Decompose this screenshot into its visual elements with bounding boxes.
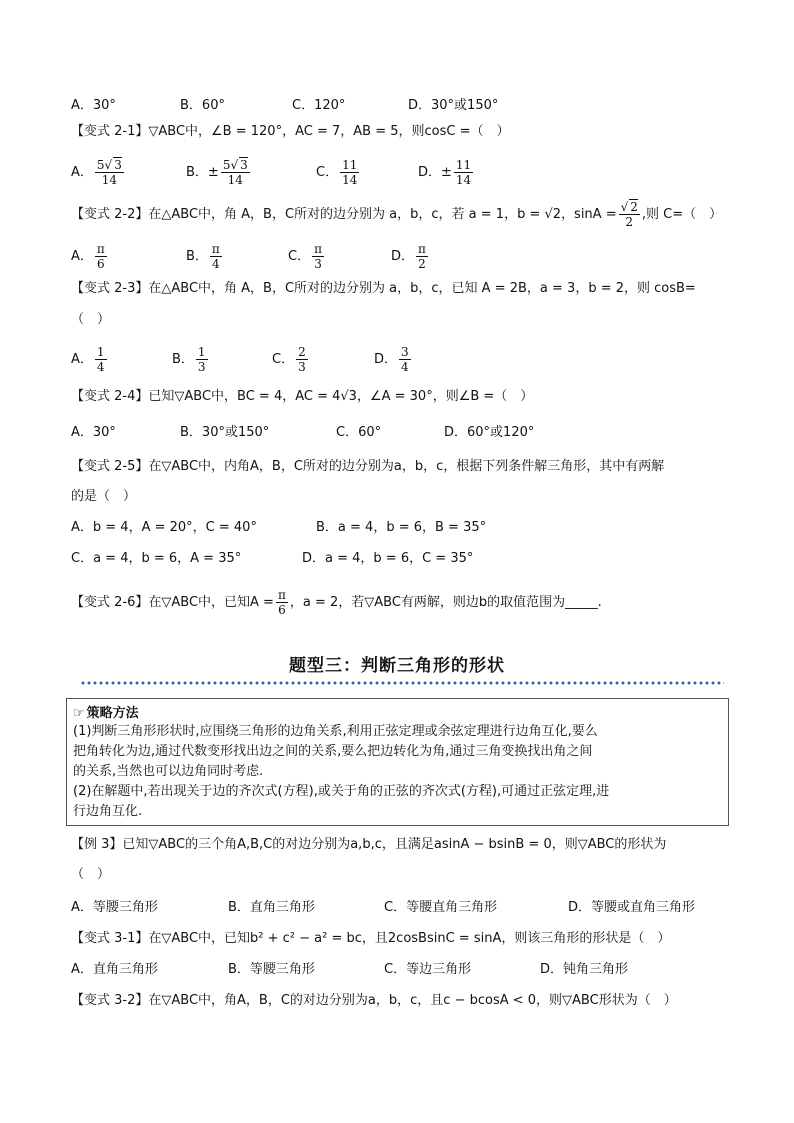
- option-c: C．等腰直角三角形: [384, 900, 498, 915]
- option-a: A．等腰三角形: [71, 900, 158, 915]
- question-text: 在▽ABC中，已知b² + c² − a² = bc，且2cosBsinC = sinA，则该三角形的形状是（ ）: [148, 931, 671, 946]
- strategy-line: 行边角互化.: [73, 804, 143, 819]
- option-d: D．30°或150°: [408, 98, 499, 113]
- option-a: A．b = 4，A = 20°，C = 40°: [71, 520, 257, 535]
- question-tag: 【例 3】: [71, 837, 123, 852]
- strategy-line: 的关系,当然也可以边角同时考虑.: [73, 764, 264, 779]
- dotted-divider: [80, 681, 724, 685]
- question-text-end: ，a = 2，若▽ABC有两解，则边b的取值范围为_____.: [289, 595, 602, 610]
- option-label: D．±: [418, 165, 452, 180]
- option-a: A．30°: [71, 98, 116, 113]
- option-label: C．: [316, 165, 339, 180]
- strategy-line: (2)在解题中,若出现关于边的齐次式(方程),或关于角的正弦的齐次式(方程),可通过正弦定理,进: [73, 784, 610, 799]
- fraction: $\frac{√ 2}{2}$: [620, 200, 638, 229]
- option-c: C． $\frac{2}{3}$: [272, 345, 306, 374]
- option-d: D． $\frac{\pi}{2}$: [391, 242, 426, 271]
- fraction: $\frac{5√ 3}{14}$: [222, 158, 248, 187]
- question-text: 在▽ABC中，内角A，B，C所对的边分别为a，b，c，根据下列条件解三角形，其中有两解: [148, 459, 665, 474]
- option-b: B． $\frac{1}{3}$: [172, 345, 206, 374]
- question-text: 在△ABC中，角 A，B，C所对的边分别为 a，b，c，若 a = 1，b = √2，sinA =: [148, 207, 617, 222]
- option-a: A．30°: [71, 425, 116, 440]
- question-continuation: （ ）: [71, 312, 111, 327]
- question-continuation: （ ）: [71, 867, 111, 882]
- question-2-3: [71, 279, 696, 299]
- question-text: 已知▽ABC的三个角A,B,C的对边分别为a,b,c，且满足asinA − bsinB = 0，则▽ABC的形状为: [122, 837, 667, 852]
- strategy-line: 把角转化为边,通过代数变形找出边之间的关系,要么把边转化为角,通过三角变换找出角之间: [73, 744, 593, 759]
- option-c: C． $\frac{\pi}{3}$: [288, 242, 322, 271]
- option-d: D．等腰或直角三角形: [568, 900, 696, 915]
- example-3: [71, 835, 666, 855]
- option-d: [418, 158, 475, 187]
- question-text: 已知▽ABC中，BC = 4，AC = 4√3，∠A = 30°，则∠B =（ ）: [148, 389, 534, 404]
- option-b: B．60°: [180, 98, 225, 113]
- question-text: ▽ABC中，∠B = 120°，AC = 7，AB = 5，则cosC =（ ）: [148, 124, 510, 139]
- question-2-6: [71, 588, 602, 617]
- question-2-4: [71, 387, 533, 407]
- option-a: A． $\frac{1}{4}$: [71, 345, 105, 374]
- strategy-line: (1)判断三角形形状时,应围绕三角形的边角关系,利用正弦定理或余弦定理进行边角互化,要么: [73, 724, 598, 739]
- strategy-heading-text: 策略方法: [86, 706, 139, 721]
- question-tag: 【变式 2-5】: [71, 459, 149, 474]
- option-b: B．a = 4，b = 6，B = 35°: [316, 520, 487, 535]
- question-tag: 【变式 2-1】: [71, 124, 149, 139]
- fraction: $\frac{5√ 3}{14}$: [96, 158, 122, 187]
- question-text-end: ,则 C=（ ）: [641, 207, 723, 222]
- question-tag: 【变式 3-1】: [71, 931, 149, 946]
- question-text: 在▽ABC中，角A，B，C的对边分别为a，b，c，且c − bcosA < 0，则▽ABC形状为（ ）: [148, 993, 677, 1008]
- question-tag: 【变式 2-3】: [71, 281, 149, 296]
- option-a: A． $\frac{\pi}{6}$: [71, 242, 105, 271]
- option-c: C．a = 4，b = 6，A = 35°: [71, 551, 242, 566]
- option-d: D．钝角三角形: [540, 962, 629, 977]
- option-b: [186, 158, 252, 187]
- question-text: 在△ABC中，角 A，B，C所对的边分别为 a，b，c，已知 A = 2B，a = 3，b = 2，则 cosB=: [148, 281, 696, 296]
- option-c: [316, 158, 361, 187]
- question-tag: 【变式 2-6】: [71, 595, 149, 610]
- question-tag: 【变式 2-4】: [71, 389, 149, 404]
- fraction: $\frac{11}{14}$: [455, 158, 472, 187]
- fraction: $\frac{\pi}{6}$: [277, 588, 286, 617]
- strategy-heading: [73, 702, 139, 721]
- option-d: D． $\frac{3}{4}$: [374, 345, 409, 374]
- question-3-2: [71, 991, 677, 1011]
- question-text: 在▽ABC中，已知A =: [148, 595, 274, 610]
- question-continuation: 的是（ ）: [71, 489, 137, 504]
- option-b: B．30°或150°: [180, 425, 270, 440]
- strategy-box: [66, 698, 729, 826]
- option-d: D．a = 4，b = 6，C = 35°: [302, 551, 474, 566]
- option-d: D．60°或120°: [444, 425, 535, 440]
- option-b: B．直角三角形: [228, 900, 315, 915]
- pointing-hand-icon: ☞: [73, 706, 85, 721]
- option-label: A．: [71, 165, 93, 180]
- option-c: C．120°: [292, 98, 346, 113]
- option-a: A．直角三角形: [71, 962, 158, 977]
- section-title: 题型三：判断三角形的形状: [289, 656, 505, 676]
- question-2-2: [71, 200, 722, 229]
- option-label: B．±: [186, 165, 219, 180]
- option-b: B． $\frac{\pi}{4}$: [186, 242, 220, 271]
- question-tag: 【变式 2-2】: [71, 207, 149, 222]
- question-tag: 【变式 3-2】: [71, 993, 149, 1008]
- question-2-5: [71, 457, 664, 477]
- question-3-1: [71, 929, 670, 949]
- option-c: C．等边三角形: [384, 962, 472, 977]
- option-a: [71, 158, 126, 187]
- question-2-1: [71, 122, 509, 142]
- option-b: B．等腰三角形: [228, 962, 315, 977]
- option-c: C．60°: [336, 425, 382, 440]
- fraction: $\frac{11}{14}$: [342, 158, 358, 187]
